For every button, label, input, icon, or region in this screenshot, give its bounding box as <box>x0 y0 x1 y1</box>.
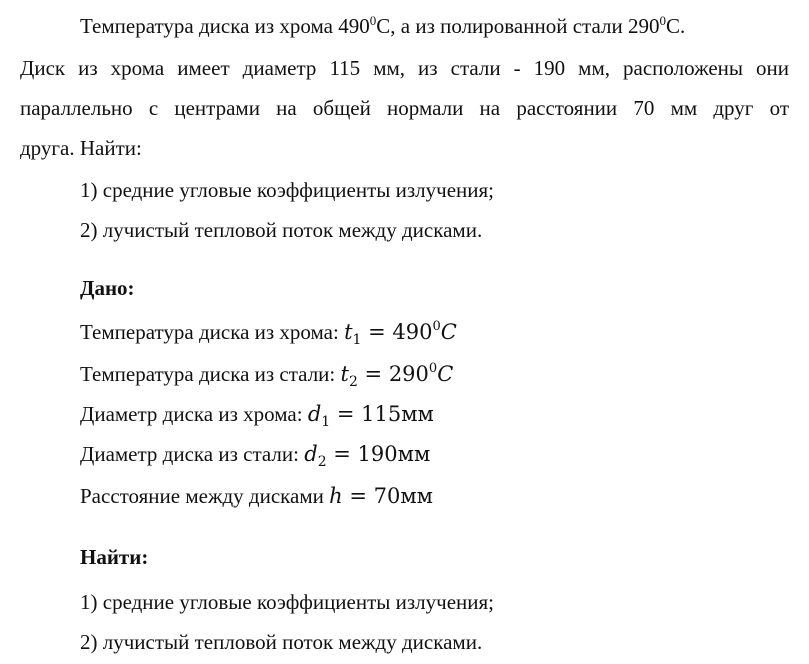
statement-line-2: Диск из хрома имеет диаметр 115 мм, из стали - 190 мм, расположены они <box>20 56 789 80</box>
find-heading: Найти: <box>80 545 149 569</box>
statement-line-1 <box>80 13 789 38</box>
find-item-2: 2) лучистый тепловой поток между дисками. <box>80 630 483 654</box>
given-item-d1: Диаметр диска из хрома: $d_1 = 115мм$ <box>80 402 434 431</box>
task-item-2: 2) лучистый тепловой поток между дисками. <box>80 218 483 242</box>
statement-line-1-text: Температура диска из хрома $490^0C$, а из полированной стали $290^0C$. <box>80 13 686 38</box>
task-item-1: 1) средние угловые коэффициенты излучения; <box>80 178 495 202</box>
given-item-h: Расстояние между дисками h = 70мм <box>80 484 434 508</box>
statement-line-3: параллельно с центрами на общей нормали на расстоянии 70 мм друг от <box>20 96 789 120</box>
given-heading: Дано: <box>80 276 135 300</box>
statement-line-4: друга. Найти: <box>20 136 142 160</box>
given-item-d2: Диаметр диска из стали: $d_2 = 190мм$ <box>80 442 431 471</box>
find-item-1: 1) средние угловые коэффициенты излучения; <box>80 590 495 614</box>
given-item-t2: Температура диска из стали: $t_2 = 290^0C$ <box>80 361 454 391</box>
given-item-t1: Температура диска из хрома: $t_1 = 490^0C$ <box>80 319 457 349</box>
